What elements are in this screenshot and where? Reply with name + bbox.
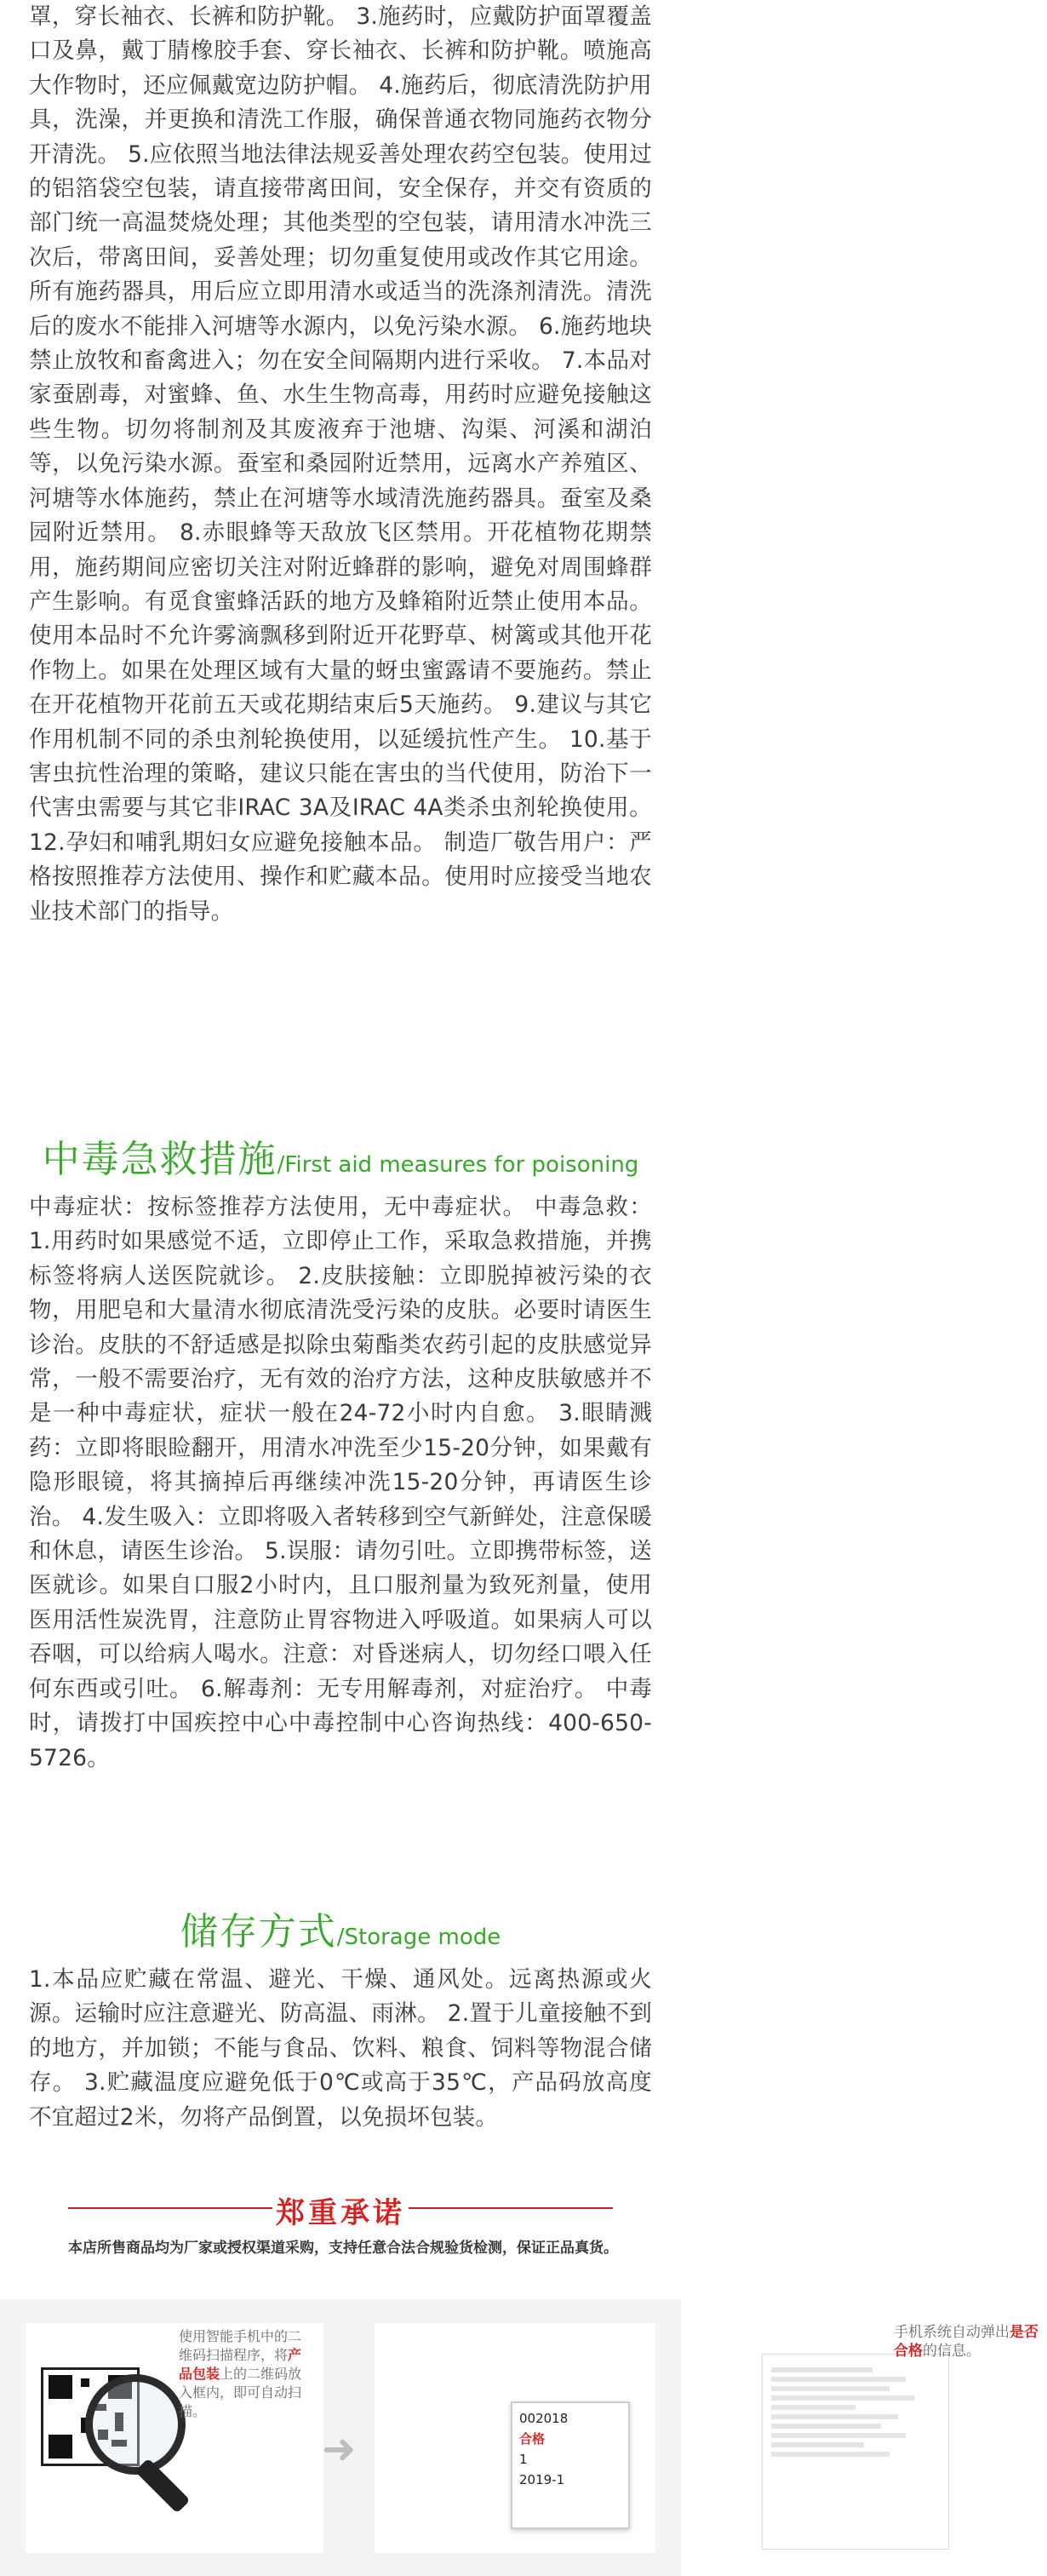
storage-title-zh: 储存方式 xyxy=(180,1910,337,1954)
qr-verify-section xyxy=(0,2299,1038,2576)
storage-text: 1.本品应贮藏在常温、避光、干燥、通风处。远离热源或火源。运输时应注意避光、防高温、雨淋。 2.置于儿童接触不到的地方，并加锁；不能与食品、饮料、粮食、饲料等物混合储存。 3.贮藏温度应避免低于0℃或高于35℃，产品码放高度不宜超过2米，勿将产品倒置，以免损坏包装。 xyxy=(29,1966,652,2131)
promise-text: 本店所售商品均为厂家或授权渠道采购，支持任意合法合规验货检测，保证正品真货。 xyxy=(68,2240,618,2257)
popup-num: 1 xyxy=(519,2452,528,2467)
storage-title-en: /Storage mode xyxy=(336,1925,501,1950)
promise-banner xyxy=(0,2177,681,2287)
result-popup xyxy=(511,2401,630,2529)
arrow-right-icon: ➜ xyxy=(322,2425,357,2473)
popup-date: 2019-1 xyxy=(519,2472,565,2487)
scan-instructions: 使用智能手机中的二维码扫描程序，将产品包装上的二维码放入框内，即可自动扫描。 xyxy=(179,2328,302,2419)
verification-document xyxy=(762,2354,949,2550)
storage-heading xyxy=(0,1901,681,1955)
first-aid-text: 中毒症状：按标签推荐方法使用，无中毒症状。 中毒急救： 1.用药时如果感觉不适，立即停止工作，采取急救措施，并携标签将病人送医院就诊。 2.皮肤接触：立即脱掉被污染的衣物，用肥皂和大量清水彻底清洗受污染的皮肤。必要时请医生诊治。皮肤的不舒适感是拟除虫菊酯类农药引起的皮肤感觉异常，一般不需要治疗，无有效的治疗方法，这种皮肤敏感并不是一种中毒症状，症状一般在24-72小时内自愈。 3.眼睛溅药：立即将眼睑翻开，用清水冲洗至少15-20分钟，如果戴有隐形眼镜，将其摘掉后再继续冲洗15-20分钟，再请医生诊治。 4.发生吸入：立即将吸入者转移到空气新鲜处，注意保暖和休息，请医生诊治。 5.误服：请勿引吐。立即携带标签，送医就诊。如果自口服2小时内，且口服剂量为致死剂量，使用医用活性炭洗胃，注意防止胃容物进入呼吸道。如果病人可以吞咽，可以给病人喝水。注意：对昏迷病人，切勿经口喂入任何东西或引吐。 6.解毒剂：无专用解毒剂，对症治疗。 中毒时，请拨打中国疾控中心中毒控制中心咨询热线：400-650-5726。 xyxy=(29,1194,660,1771)
first-aid-title-en: /First aid measures for poisoning xyxy=(277,1152,639,1178)
popup-code: 002018 xyxy=(519,2411,569,2426)
usage-precautions-text: 罩，穿长袖衣、长裤和防护靴。 3.施药时，应戴防护面罩覆盖口及鼻，戴丁腈橡胶手套、穿长袖衣、长裤和防护靴。喷施高大作物时，还应佩戴宽边防护帽。 4.施药后，彻底清洗防护用具，洗澡，并更换和清洗工作服，确保普通衣物同施药衣物分开清洗。 5.应依照当地法律法规妥善处理农药空包装。使用过的铝箔袋空包装，请直接带离田间，安全保存，并交有资质的部门统一高温焚烧处理；其他类型的空包装，请用清水冲洗三次后，带离田间，妥善处理；切勿重复使用或改作其它用途。所有施药器具，用后应立即用清水或适当的洗涤剂清洗。清洗后的废水不能排入河塘等水源内，以免污染水源。 6.施药地块禁止放牧和畜禽进入；勿在安全间隔期内进行采收。 7.本品对家蚕剧毒，对蜜蜂、鱼、水生生物高毒，用药时应避免接触这些生物。切勿将制剂及其废液弃于池塘、沟渠、河溪和湖泊等，以免污染水源。蚕室和桑园附近禁用，远离水产养殖区、河塘等水体施药，禁止在河塘等水域清洗施药器具。蚕室及桑园附近禁用。 8.赤眼蜂等天敌放飞区禁用。开花植物花期禁用，施药期间应密切关注对附近蜂群的影响，避免对周围蜂群产生影响。有觅食蜜蜂活跃的地方及蜂箱附近禁止使用本品。使用本品时不允许雾滴飘移到附近开花野草、树篱或其他开花作物上。如果在处理区域有大量的蚜虫蜜露请不要施药。禁止在开花植物开花前五天或花期结束后5天施药。 9.建议与其它作用机制不同的杀虫剂轮换使用，以延缓抗性产生。 10.基于害虫抗性治理的策略，建议只能在害虫的当代使用，防治下一代害虫需要与其它非IRAC 3A及IRAC 4A类杀虫剂轮换使用。 12.孕妇和哺乳期妇女应避免接触本品。 制造厂敬告用户：严格按照推荐方法使用、操作和贮藏本品。使用时应接受当地农业技术部门的指导。 xyxy=(29,3,660,925)
magnifier-icon xyxy=(85,2374,186,2475)
promise-title: 郑重承诺 xyxy=(276,2196,405,2230)
popup-status: 合格 xyxy=(519,2431,546,2447)
first-aid-heading xyxy=(0,1128,681,1183)
first-aid-title-zh: 中毒急救措施 xyxy=(42,1138,277,1181)
scan-card xyxy=(26,2323,323,2553)
result-instructions: 手机系统自动弹出是否合格的信息。 xyxy=(894,2324,1038,2360)
